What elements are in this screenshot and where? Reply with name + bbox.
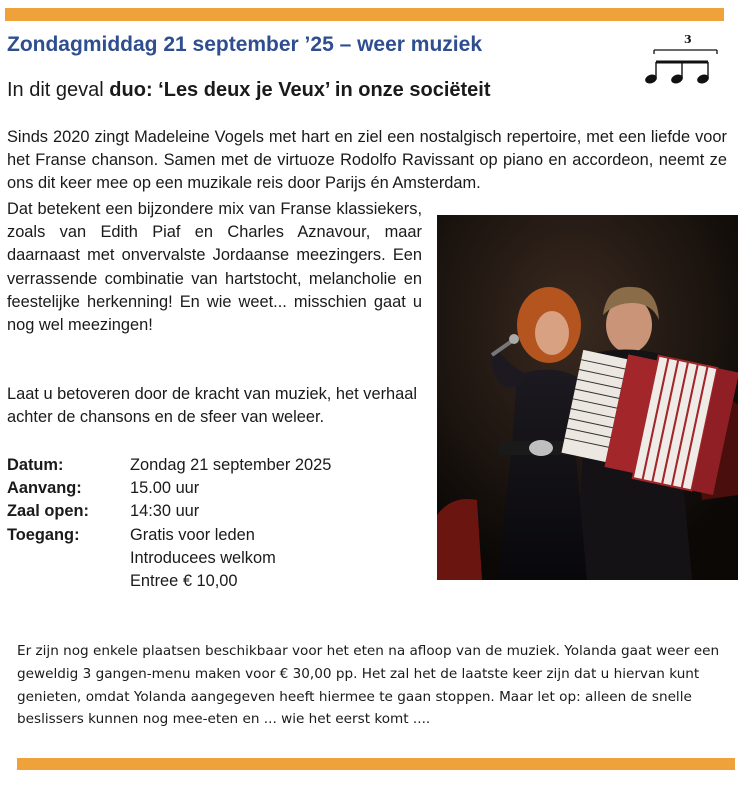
subtitle <box>7 79 491 102</box>
bottom-accent-bar <box>17 758 735 770</box>
detail-value: 14:30 uur <box>130 502 200 521</box>
subtitle-prefix: In dit geval <box>7 79 110 101</box>
subtitle-bold: duo: ‘Les deux je Veux’ in onze sociëteit <box>109 79 491 101</box>
detail-label <box>7 570 130 593</box>
dinner-notice: Er zijn nog enkele plaatsen beschikbaar voor het eten na afloop van de muziek. Yolanda gaat weer een geweldig 3 gangen-menu maken voor € 30,00 pp. Het zal het de laatste keer zijn dat u hiervan kunt genieten, omdat Yolanda aangegeven heeft hiermee te gaan stoppen. Maar let op: alleen de snelle beslissers kunnen nog mee-eten en ... wie het eerst komt .... <box>17 643 720 728</box>
page-title: Zondagmiddag 21 september ’25 – weer muziek <box>7 33 482 56</box>
detail-label: Aanvang: <box>7 479 82 498</box>
body-paragraph-2: Laat u betoveren door de kracht van muziek, het verhaal achter de chansons en de sfeer van weleer. <box>7 385 418 427</box>
detail-row-zaal-open <box>7 500 331 523</box>
detail-row-datum <box>7 454 331 477</box>
detail-label: Zaal open: <box>7 502 89 521</box>
detail-row-toegang <box>7 524 331 547</box>
photo-illustration <box>437 215 738 580</box>
detail-value: Zondag 21 september 2025 <box>130 456 332 474</box>
triplet-number: 3 <box>684 33 692 46</box>
detail-label: Datum: <box>7 456 64 474</box>
top-accent-bar <box>5 8 724 21</box>
intro-paragraph: Sinds 2020 zingt Madeleine Vogels met hart en ziel een nostalgisch repertoire, met een liefde voor het Franse chanson. Samen met de virtuoze Rodolfo Ravissant op piano en accordeon, neemt ze ons dit keer mee op een muzikale reis door Parijs én Amsterdam. <box>7 128 727 193</box>
detail-value: 15.00 uur <box>130 479 200 498</box>
duo-performance-photo <box>437 215 738 580</box>
detail-row-aanvang <box>7 477 331 500</box>
detail-row-introducees <box>7 547 331 570</box>
event-details <box>7 454 331 593</box>
detail-row-entree <box>7 570 331 593</box>
detail-label <box>7 547 130 570</box>
body-paragraph-1: Dat betekent een bijzondere mix van Franse klassiekers, zoals van Edith Piaf en Charles Aznavour, maar daarnaast met onvervalste Jordaanse meezingers. Een verrassende combinatie van hartstocht, melancholie en feestelijke herkenning! En wie weet... misschien gaat u nog wel meezingen! <box>7 200 422 335</box>
triplet-notes-icon <box>640 28 726 90</box>
detail-value: Entree € 10,00 <box>130 572 238 591</box>
detail-value: Introducees welkom <box>130 548 276 567</box>
detail-label: Toegang: <box>7 525 80 544</box>
detail-value: Gratis voor leden <box>130 525 255 544</box>
